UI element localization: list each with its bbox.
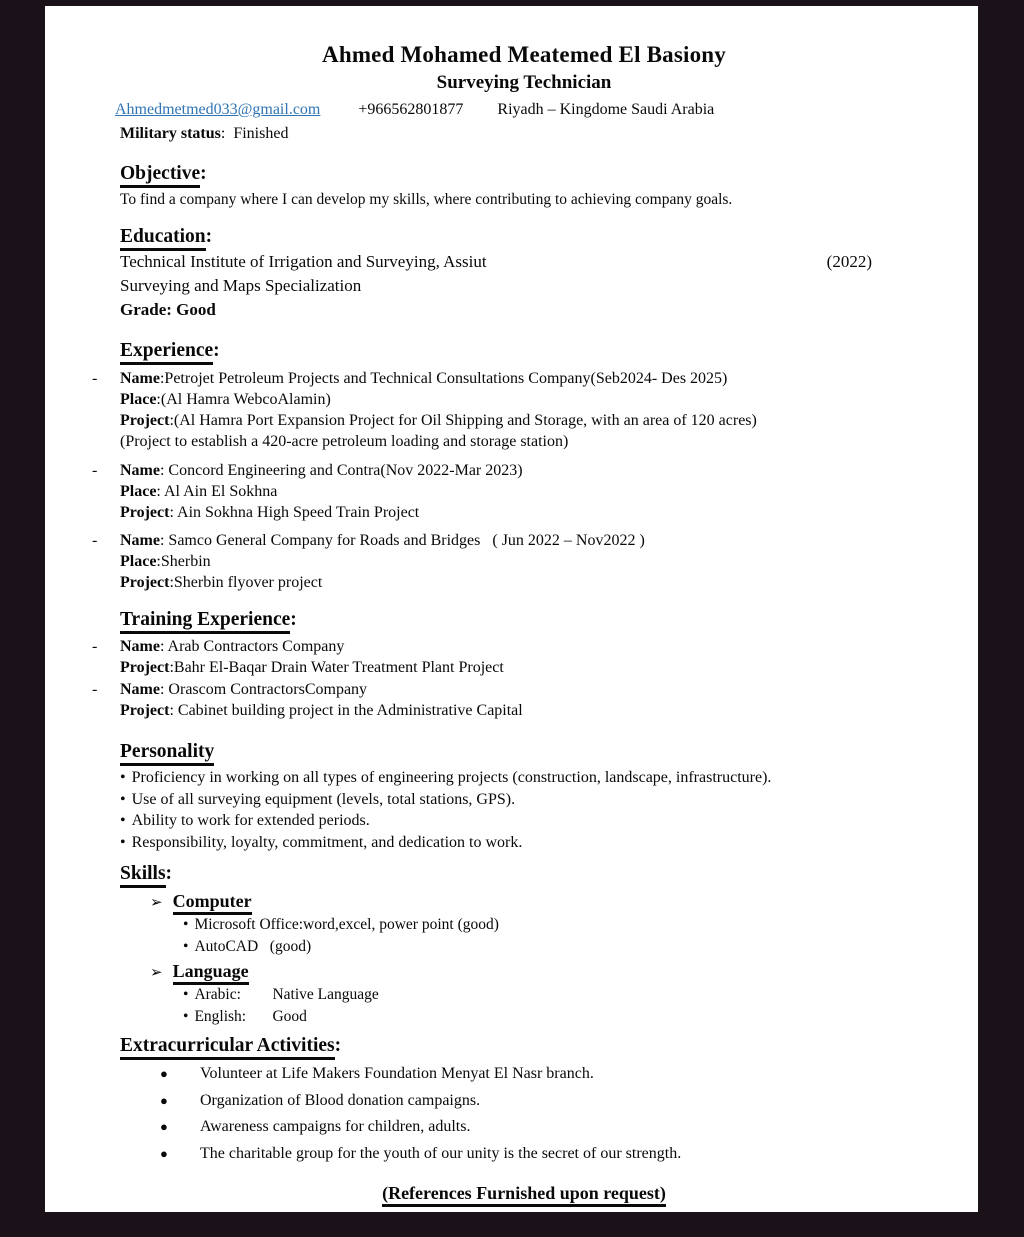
experience-place: : Al Ain El Sokhna — [156, 483, 278, 500]
bullet-icon: • — [120, 833, 126, 851]
personality-list — [120, 767, 928, 853]
bullet-icon: • — [183, 1007, 189, 1025]
location-text: Riyadh – Kingdome Saudi Arabia — [497, 101, 715, 118]
personality-item: • Proficiency in working on all types of engineering projects (construction, landscape, infrastructure). — [120, 769, 772, 786]
experience-name: : Samco General Company for Roads and Bridges ( Jun 2022 – Nov2022 ) — [159, 532, 645, 549]
language-skill-list — [183, 984, 928, 1027]
extracurricular-item: ● The charitable group for the youth of our unity is the secret of our strength. — [160, 1143, 928, 1166]
objective-heading: Objective: — [120, 161, 928, 187]
training-item: - Name: Arab Contractors Company Project:Bahr El-Baqar Drain Water Treatment Plant Project — [92, 638, 504, 676]
arrow-bullet-icon: ➢ — [150, 963, 163, 981]
experience-note: (Project to establish a 420-acre petroleum loading and storage station) — [120, 433, 569, 450]
military-status-line — [120, 123, 928, 145]
extracurricular-item: ● Organization of Blood donation campaigns. — [160, 1090, 928, 1113]
experience-project: : Ain Sokhna High Speed Train Project — [169, 504, 420, 521]
skills-heading: Skills: — [120, 861, 928, 887]
job-title: Surveying Technician — [436, 72, 612, 93]
education-institution: Technical Institute of Irrigation and Surveying, Assiut — [120, 252, 487, 271]
bullet-icon: • — [183, 916, 189, 933]
computer-skill-item: • AutoCAD (good) — [183, 937, 312, 955]
experience-project: :Sherbin flyover project — [169, 574, 323, 591]
language-skill-item — [183, 984, 928, 1006]
extracurricular-item: ● Volunteer at Life Makers Foundation Menyat El Nasr branch. — [160, 1063, 928, 1086]
language-name: English: — [194, 1007, 247, 1025]
extracurricular-item: ● Awareness campaigns for children, adults. — [160, 1116, 928, 1139]
training-name: : Orascom ContractorsCompany — [159, 681, 368, 698]
computer-skill-item: • Microsoft Office:word,excel, power point (good) — [183, 916, 499, 933]
experience-item: - Name: Concord Engineering and Contra(Nov 2022-Mar 2023) Place: Al Ain El Sokhna Project: Ain Sokhna High Speed Train Project — [92, 462, 523, 521]
computer-subheading: ➢ Computer — [150, 889, 928, 914]
education-heading: Education: — [120, 224, 928, 250]
candidate-name: Ahmed Mohamed Meatemed El Basiony — [322, 42, 726, 67]
training-project: : Cabinet building project in the Administrative Capital — [169, 702, 523, 719]
education-year: (2022) — [826, 252, 872, 271]
dash-bullet-icon: - — [92, 370, 98, 387]
personality-heading: Personality — [120, 739, 928, 765]
skills-language-group — [150, 959, 928, 1027]
extracurricular-heading: Extracurricular Activities: — [120, 1033, 928, 1059]
experience-name: : Concord Engineering and Contra(Nov 2022-Mar 2023) — [159, 462, 523, 479]
personality-item: • Use of all surveying equipment (levels, total stations, GPS). — [120, 790, 516, 808]
language-skill-item — [183, 1006, 928, 1028]
dot-bullet-icon: ● — [160, 1066, 168, 1081]
experience-name: :Petrojet Petroleum Projects and Technical Consultations Company(Seb2024- Des 2025) — [159, 370, 728, 387]
experience-heading: Experience: — [120, 338, 928, 364]
language-level: Good — [272, 1007, 307, 1025]
references-note: (References Furnished upon request) — [120, 1181, 928, 1205]
dash-bullet-icon: - — [92, 532, 98, 549]
training-item: - Name: Orascom ContractorsCompany Project: Cabinet building project in the Administrative Capital — [92, 681, 523, 719]
dot-bullet-icon: ● — [160, 1119, 168, 1134]
contact-row — [115, 99, 928, 121]
military-status-value: : Finished — [220, 125, 289, 142]
training-project: :Bahr El-Baqar Drain Water Treatment Plant Project — [169, 659, 504, 676]
dash-bullet-icon: - — [92, 681, 98, 698]
language-name: Arabic: — [194, 986, 241, 1003]
resume-document — [45, 6, 978, 1212]
training-name: : Arab Contractors Company — [159, 638, 345, 655]
bullet-icon: • — [183, 937, 189, 955]
military-status-label: Military status — [120, 125, 221, 142]
experience-place: :Sherbin — [156, 553, 211, 570]
phone-number: +966562801877 — [358, 101, 464, 118]
language-subheading: ➢ Language — [150, 959, 928, 984]
bullet-icon: • — [120, 812, 126, 829]
bullet-icon: • — [120, 790, 126, 808]
training-heading: Training Experience: — [120, 607, 928, 633]
dot-bullet-icon: ● — [160, 1145, 168, 1161]
objective-text: To find a company where I can develop my skills, where contributing to achieving company goals. — [120, 191, 733, 208]
arrow-bullet-icon: ➢ — [150, 893, 163, 911]
dot-bullet-icon: ● — [160, 1092, 168, 1108]
dash-bullet-icon: - — [92, 638, 98, 655]
experience-item: - Name: Samco General Company for Roads and Bridges ( Jun 2022 – Nov2022 ) Place:Sherbin Project:Sherbin flyover project — [92, 532, 645, 591]
extracurricular-list — [120, 1063, 928, 1165]
education-grade: Grade: Good — [120, 300, 216, 319]
email-link[interactable]: Ahmedmetmed033@gmail.com — [115, 101, 321, 118]
skills-computer-group — [150, 889, 928, 957]
bullet-icon: • — [183, 986, 189, 1003]
computer-skill-list — [183, 914, 928, 957]
dash-bullet-icon: - — [92, 462, 98, 479]
personality-item: • Ability to work for extended periods. — [120, 812, 370, 829]
education-institution-line — [120, 250, 928, 274]
experience-item: - Name:Petrojet Petroleum Projects and Technical Consultations Company(Seb2024- Des 2025) Place:(Al Hamra WebcoAlamin) Project:(Al Hamra Port Expansion Project for Oil Shipping and Storage, with an area of 120 acres) (Project to establish a 420-acre petroleum loading and storage station) — [120, 368, 928, 452]
education-specialization: Surveying and Maps Specialization — [120, 276, 362, 295]
language-level: Native Language — [272, 986, 379, 1003]
experience-place: :(Al Hamra WebcoAlamin) — [156, 391, 331, 408]
personality-item: • Responsibility, loyalty, commitment, and dedication to work. — [120, 833, 523, 851]
bullet-icon: • — [120, 769, 126, 786]
experience-project: :(Al Hamra Port Expansion Project for Oil Shipping and Storage, with an area of 120 acres) — [169, 412, 757, 429]
